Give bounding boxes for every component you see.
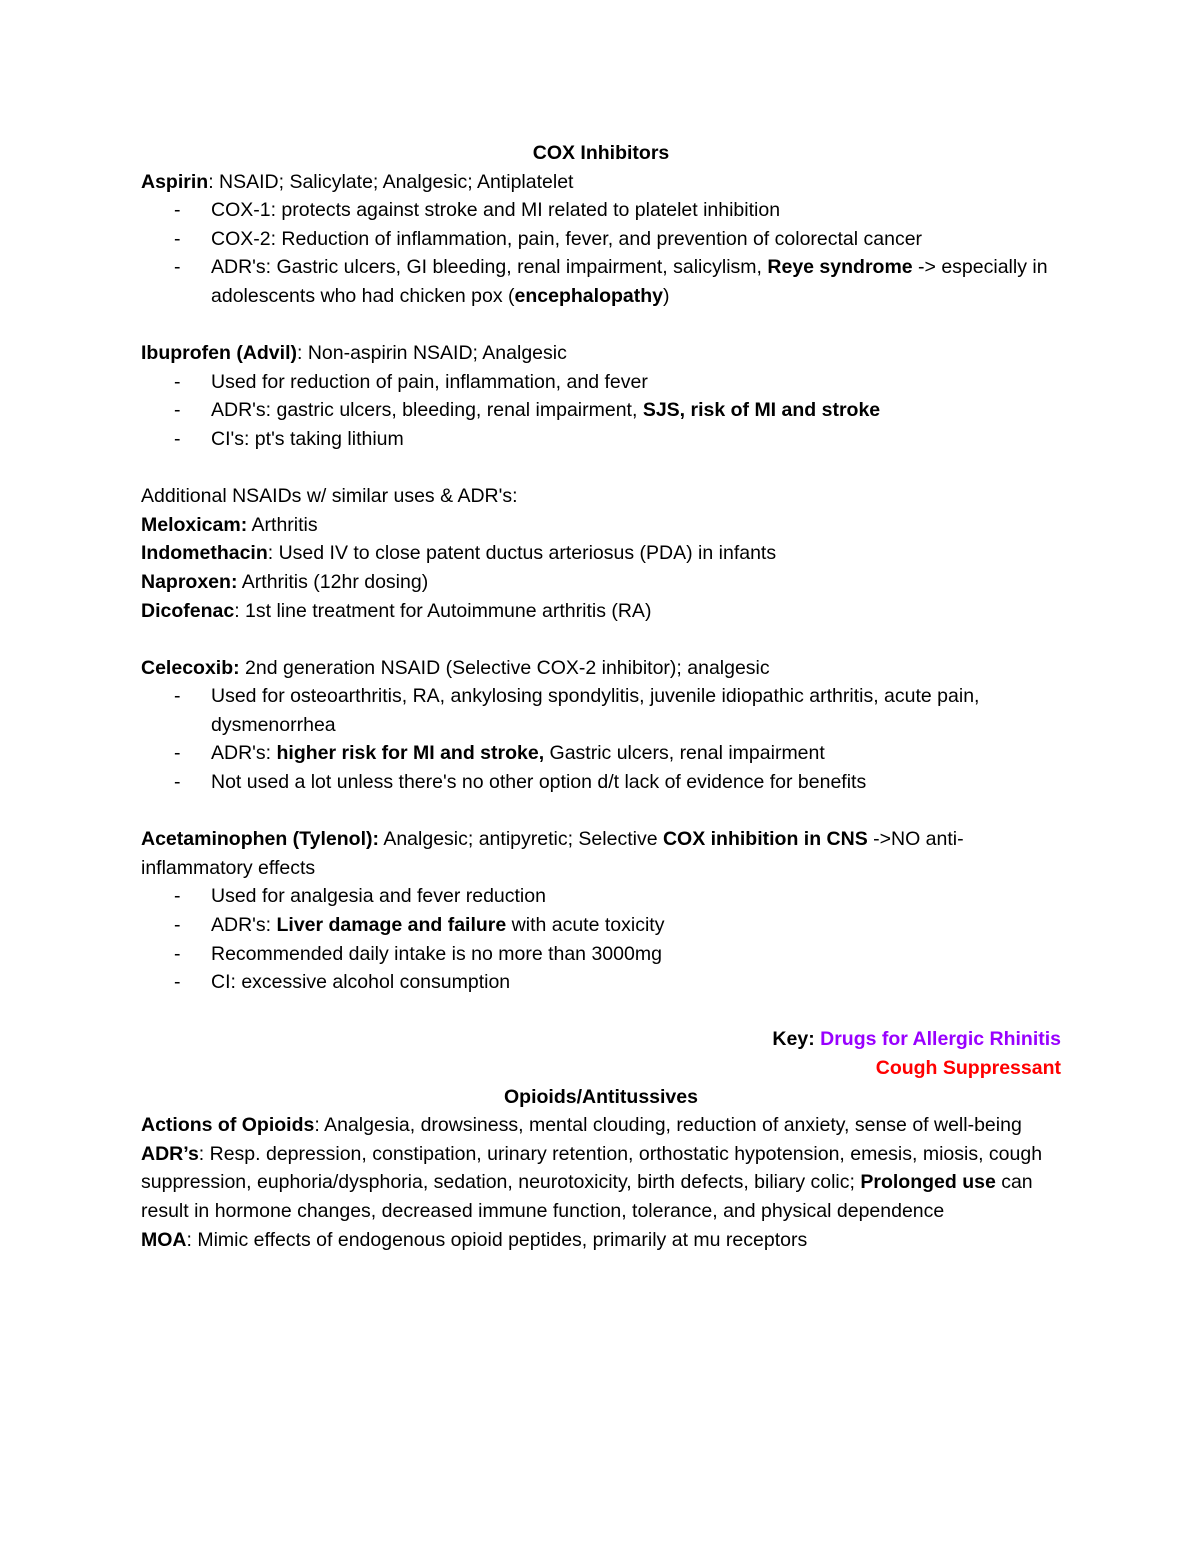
celecoxib-name: Celecoxib: (141, 656, 240, 679)
encephalopathy: encephalopathy (514, 284, 663, 307)
celecoxib-desc: 2nd generation NSAID (Selective COX-2 inhibitor); analgesic (239, 656, 770, 679)
ibuprofen-adr-text: ADR's: gastric ulcers, bleeding, renal impairment, (211, 399, 643, 422)
list-item-text: Used for osteoarthritis, RA, ankylosing spondylitis, juvenile idiopathic arthritis, acute pain, dysmenorrhea (211, 685, 980, 736)
list-item (141, 368, 1061, 397)
list-item (141, 196, 1061, 225)
list-item (141, 739, 1061, 768)
acetaminophen-name: Acetaminophen (Tylenol): (141, 828, 379, 851)
key-allergic-rhinitis: Drugs for Allergic Rhinitis (820, 1028, 1061, 1051)
dash-bullet: - (174, 685, 181, 708)
list-item (141, 396, 1061, 425)
dicofenac-line (141, 597, 1061, 626)
list-item (141, 940, 1061, 969)
celecoxib-adr-suffix: Gastric ulcers, renal impairment (544, 742, 825, 765)
list-item (141, 911, 1061, 940)
ibuprofen-list (141, 368, 1061, 454)
dash-bullet: - (174, 199, 181, 222)
aspirin-adr-suffix: ) (662, 284, 670, 307)
drug-name: Meloxicam: (141, 513, 248, 536)
dash-bullet: - (174, 885, 181, 908)
dash-bullet: - (174, 227, 181, 250)
acetaminophen-adr-suffix: with acute toxicity (506, 914, 665, 937)
acetaminophen-desc: Analgesic; antipyretic; Selective (378, 828, 663, 851)
list-item-text: Used for analgesia and fever reduction (211, 885, 546, 908)
opioids-section-title: Opioids/Antitussives (504, 1085, 698, 1108)
list-item (141, 968, 1061, 997)
list-item-text: Recommended daily intake is no more than 3000mg (211, 942, 662, 965)
naproxen-line (141, 568, 1061, 597)
reye-syndrome: Reye syndrome (767, 256, 913, 279)
drug-desc: Arthritis (12hr dosing) (237, 570, 429, 593)
dash-bullet: - (174, 742, 181, 765)
dash-bullet: - (174, 370, 181, 393)
dash-bullet: - (174, 914, 181, 937)
cox-section-title: COX Inhibitors (532, 142, 670, 164)
list-item-text: COX-2: Reduction of inflammation, pain, fever, and prevention of colorectal cancer (211, 227, 923, 250)
ibuprofen-name: Ibuprofen (Advil) (141, 342, 297, 365)
acetaminophen-list (141, 882, 1061, 996)
key-cough-suppressant: Cough Suppressant (875, 1057, 1061, 1079)
aspirin-desc: : NSAID; Salicylate; Analgesic; Antiplatelet (208, 170, 574, 193)
document-content (141, 139, 1061, 1254)
ibuprofen-heading (141, 339, 1061, 368)
key-line (141, 1025, 1061, 1054)
list-item (141, 425, 1061, 454)
dash-bullet: - (174, 256, 181, 279)
meloxicam-line (141, 511, 1061, 540)
prolonged-use: Prolonged use (860, 1171, 996, 1194)
acetaminophen-desc-bold: COX inhibition in CNS (662, 828, 868, 851)
acetaminophen-desc-suffix: ->NO anti-inflammatory effects (141, 828, 964, 879)
dash-bullet: - (174, 427, 181, 450)
acetaminophen-heading (141, 825, 1061, 882)
drug-name: Naproxen: (141, 570, 238, 593)
celecoxib-list (141, 682, 1061, 796)
dash-bullet: - (174, 942, 181, 965)
celecoxib-adr-bold: higher risk for MI and stroke, (276, 742, 545, 765)
actions-label: Actions of Opioids (141, 1114, 315, 1137)
adr-label: ADR’s (141, 1142, 199, 1165)
acetaminophen-adr-text: ADR's: (211, 914, 277, 937)
drug-desc: : Used IV to close patent ductus arteriosus (PDA) in infants (267, 542, 777, 565)
dash-bullet: - (174, 771, 181, 794)
aspirin-adr-text: ADR's: Gastric ulcers, GI bleeding, renal impairment, salicylism, (211, 256, 768, 279)
aspirin-heading (141, 168, 1061, 197)
celecoxib-adr-text: ADR's: (211, 742, 277, 765)
celecoxib-heading (141, 654, 1061, 683)
opioid-adrs (141, 1140, 1061, 1226)
drug-desc: Arthritis (247, 513, 318, 536)
list-item-text: Used for reduction of pain, inflammation, and fever (211, 370, 648, 393)
moa-label: MOA (141, 1228, 187, 1251)
aspirin-name: Aspirin (141, 170, 209, 193)
ibuprofen-desc: : Non-aspirin NSAID; Analgesic (296, 342, 567, 365)
list-item-text: CI's: pt's taking lithium (211, 427, 404, 450)
adr-text-2: can result in hormone changes, decreased immune function, tolerance, and physical dependence (141, 1171, 1033, 1222)
opioid-actions (141, 1111, 1061, 1140)
indomethacin-line (141, 539, 1061, 568)
drug-name: Dicofenac (141, 599, 235, 622)
aspirin-adr-mid: -> especially in adolescents who had chicken pox ( (211, 256, 1048, 307)
drug-name: Indomethacin (141, 542, 268, 565)
dash-bullet: - (174, 971, 181, 994)
list-item (141, 768, 1061, 797)
list-item-text: Not used a lot unless there's no other option d/t lack of evidence for benefits (211, 771, 867, 794)
list-item-text: CI: excessive alcohol consumption (211, 971, 511, 994)
list-item-text: COX-1: protects against stroke and MI related to platelet inhibition (211, 199, 781, 222)
list-item (141, 225, 1061, 254)
acetaminophen-adr-bold: Liver damage and failure (276, 914, 507, 937)
dash-bullet: - (174, 399, 181, 422)
additional-nsaids-intro: Additional NSAIDs w/ similar uses & ADR's: (141, 485, 518, 508)
ibuprofen-adr-bold: SJS, risk of MI and stroke (642, 399, 881, 422)
opioid-moa (141, 1226, 1061, 1255)
list-item (141, 682, 1061, 739)
aspirin-list (141, 196, 1061, 310)
list-item (141, 253, 1061, 310)
key-label: Key: (772, 1028, 821, 1051)
drug-desc: : 1st line treatment for Autoimmune arthritis (RA) (234, 599, 652, 622)
actions-text: : Analgesia, drowsiness, mental clouding, reduction of anxiety, sense of well-being (314, 1114, 1022, 1137)
moa-text: : Mimic effects of endogenous opioid peptides, primarily at mu receptors (186, 1228, 808, 1251)
adr-text: : Resp. depression, constipation, urinary retention, orthostatic hypotension, emesis, miosis, cough suppression, euphoria/dysphoria, sedation, neurotoxicity, birth defects, biliary colic; (141, 1142, 1043, 1194)
list-item (141, 882, 1061, 911)
